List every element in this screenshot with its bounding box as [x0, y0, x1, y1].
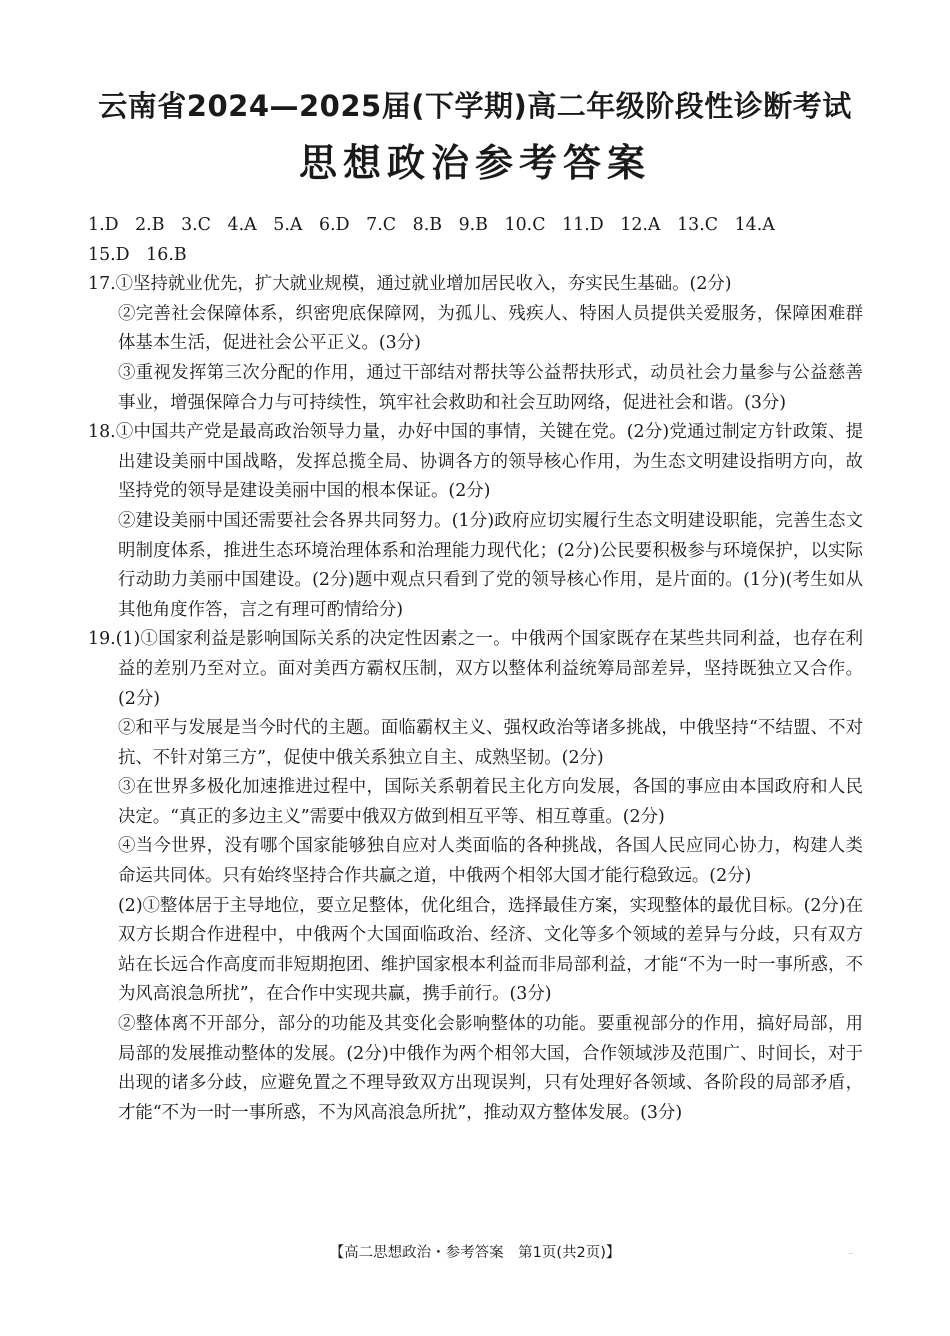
q18-point-1: 18.①中国共产党是最高政治领导力量，办好中国的事情，关键在党。(2分)党通过制定方针政策、提出建设美丽中国战略，发挥总揽全局、协调各方的领导核心作用，为生态文明建设指明方向，故坚持党的领导是建设美丽中国的根本保证。(2分) [88, 422, 863, 502]
q17-point-3: ③重视发挥第三次分配的作用，通过干部结对帮扶等公益帮扶形式，动员社会力量参与公益慈善事业，增强保障合力与可持续性，筑牢社会救助和社会互助网络，促进社会和谐。(3分) [118, 362, 863, 413]
q18-point-2: ②建设美丽中国还需要社会各界共同努力。(1分)政府应切实履行生态文明建设职能，完善生态文明制度体系，推进生态环境治理体系和治理能力现代化；(2分)公民要积极参与环境保护，以实际行动助力美丽中国建设。(2分)题中观点只看到了党的领导核心作用，是片面的。(1分)(考生如从其他角度作答，言之有理可酌情给分) [118, 510, 863, 620]
page-footer: 【高二思想政治・参考答案 第1页(共2页)】 [329, 1245, 621, 1261]
q19-part2-point-2: ②整体离不开部分，部分的功能及其变化会影响整体的功能。要重视部分的作用，搞好局部，用局部的发展推动整体的发展。(2分)中俄作为两个相邻大国，合作领域涉及范围广、时间长，对于出现的诸多分歧，应避免置之不理导致双方出现误判，只有处理好各领域、各阶段的局部矛盾，才能“不为一时一事所惑，不为风高浪急所扰”，推动双方整体发展。(3分) [118, 1014, 863, 1123]
q19-part2-point-1: (2)①整体居于主导地位，要立足整体，优化组合，选择最佳方案，实现整体的最优目标。(2分)在双方长期合作进程中，中俄两个大国面临政治、经济、文化等多个领域的差异与分歧，只有双方站在长远合作高度而非短期抱团、维护国家根本利益而非局部利益，才能“不为一时一事所惑，不为风高浪急所扰”，在合作中实现共赢，携手前行。(3分) [118, 895, 863, 1005]
exam-title: 云南省2024—2025届(下学期)高二年级阶段性诊断考试 [98, 89, 852, 123]
q19-part1-point-4: ④当今世界，没有哪个国家能够独自应对人类面临的各种挑战，各国人民应同心协力，构建人类命运共同体。只有始终坚持合作共赢之道，中俄两个相邻大国才能行稳致远。(2分) [118, 836, 863, 887]
choice-answers-line-1: 1.D 2.B 3.C 4.A 5.A 6.D 7.C 8.B 9.B 10.C 11.D 12.A 13.C 14.A [88, 215, 775, 235]
q19-part1-point-2: ②和平与发展是当今时代的主题。面临霸权主义、强权政治等诸多挑战，中俄坚持“不结盟、不对抗、不针对第三方”，促使中俄关系独立自主、成熟坚韧。(2分) [118, 718, 863, 768]
q19-part1-point-3: ③在世界多极化加速推进过程中，国际关系朝着民主化方向发展，各国的事应由本国政府和人民决定。“真正的多边主义”需要中俄双方做到相互平等、相互尊重。(2分) [118, 777, 863, 827]
q17-point-2: ②完善社会保障体系，织密兜底保障网，为孤儿、残疾人、特困人员提供关爱服务，保障困难群体基本生活，促进社会公平正义。(3分) [118, 303, 863, 354]
q17-point-1: 17.①坚持就业优先，扩大就业规模，通过就业增加居民收入，夯实民生基础。(2分) [88, 274, 732, 295]
answer-key-title: 思想政治参考答案 [298, 141, 651, 185]
corner-mark: ‥ [848, 1247, 854, 1256]
q19-part1-point-1: 19.(1)①国家利益是影响国际关系的决定性因素之一。中俄两个国家既存在某些共同利益，也存在利益的差别乃至对立。面对美西方霸权压制，双方以整体利益统筹局部差异，坚持既独立又合作。(2分) [88, 629, 863, 709]
choice-answers-line-2: 15.D 16.B [88, 244, 187, 265]
answer-body [88, 211, 863, 1128]
